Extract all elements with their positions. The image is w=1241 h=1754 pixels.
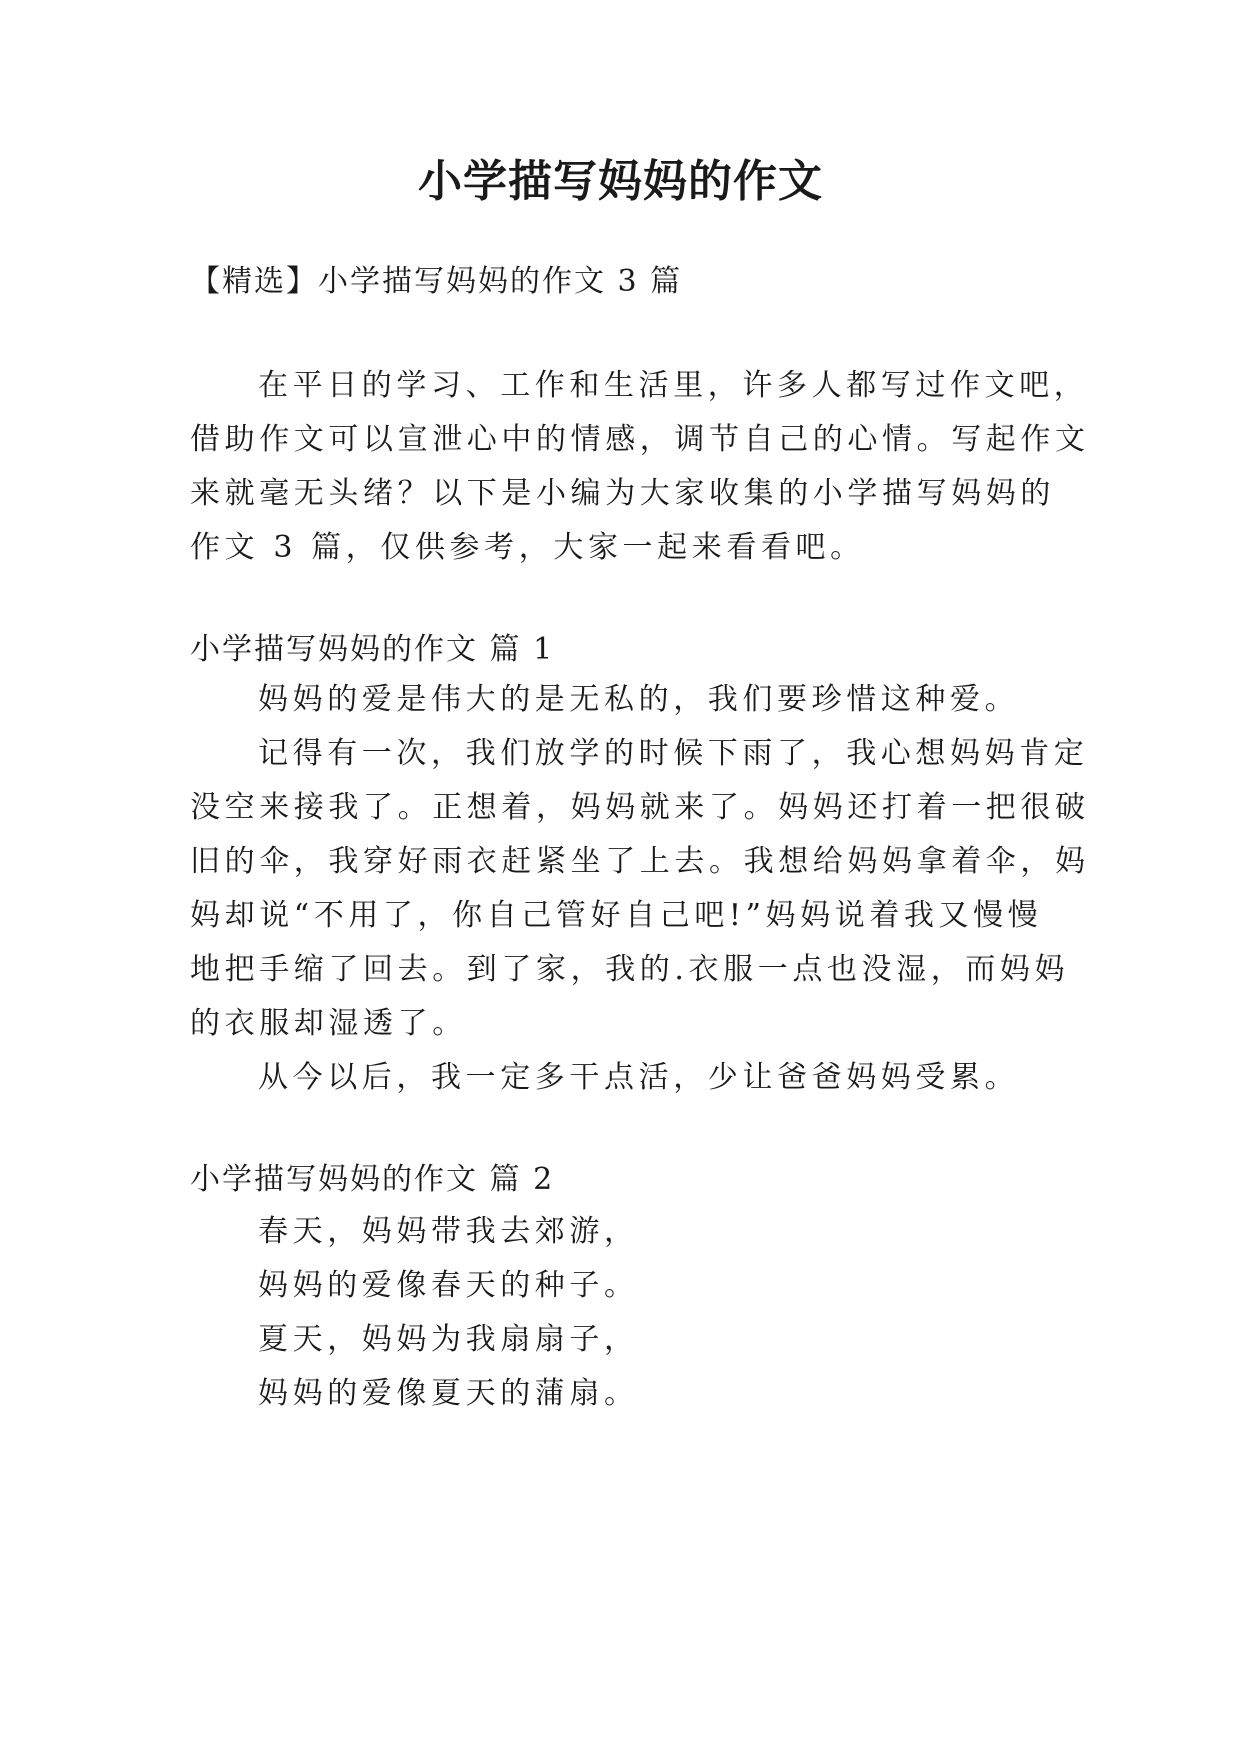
section-1-line: 从今以后，我一定多干点活，少让爸爸妈妈受累。 xyxy=(258,1060,1020,1095)
intro-line: 作文 3 篇，仅供参考，大家一起来看看吧。 xyxy=(190,530,865,565)
section-1-line: 妈却说“不用了，你自己管好自己吧!”妈妈说着我又慢慢 xyxy=(190,898,1043,933)
section-1-line: 地把手缩了回去。到了家，我的.衣服一点也没湿，而妈妈 xyxy=(190,952,1070,987)
section-2-line: 妈妈的爱像夏天的蒲扇。 xyxy=(258,1376,639,1411)
section-1-line: 的衣服却湿透了。 xyxy=(190,1006,467,1041)
section-2-line: 春天，妈妈带我去郊游， xyxy=(258,1214,639,1249)
section-1-line: 旧的伞，我穿好雨衣赶紧坐了上去。我想给妈妈拿着伞，妈 xyxy=(190,844,1090,879)
intro-line: 在平日的学习、工作和生活里，许多人都写过作文吧， xyxy=(258,368,1089,403)
intro-line: 来就毫无头绪？以下是小编为大家收集的小学描写妈妈的 xyxy=(190,476,1055,511)
document-title: 小学描写妈妈的作文 xyxy=(418,156,823,207)
section-2-heading: 小学描写妈妈的作文 篇 2 xyxy=(190,1162,555,1197)
section-1-line: 没空来接我了。正想着，妈妈就来了。妈妈还打着一把很破 xyxy=(190,790,1090,825)
section-1-heading: 小学描写妈妈的作文 篇 1 xyxy=(190,632,555,667)
section-2-line: 妈妈的爱像春天的种子。 xyxy=(258,1268,639,1303)
document-subtitle: 【精选】小学描写妈妈的作文 3 篇 xyxy=(190,264,683,299)
section-2-line: 夏天，妈妈为我扇扇子， xyxy=(258,1322,639,1357)
section-1-line: 记得有一次，我们放学的时候下雨了，我心想妈妈肯定 xyxy=(258,736,1089,771)
section-1-line: 妈妈的爱是伟大的是无私的，我们要珍惜这种爱。 xyxy=(258,682,1020,717)
intro-line: 借助作文可以宣泄心中的情感，调节自己的心情。写起作文 xyxy=(190,422,1090,457)
